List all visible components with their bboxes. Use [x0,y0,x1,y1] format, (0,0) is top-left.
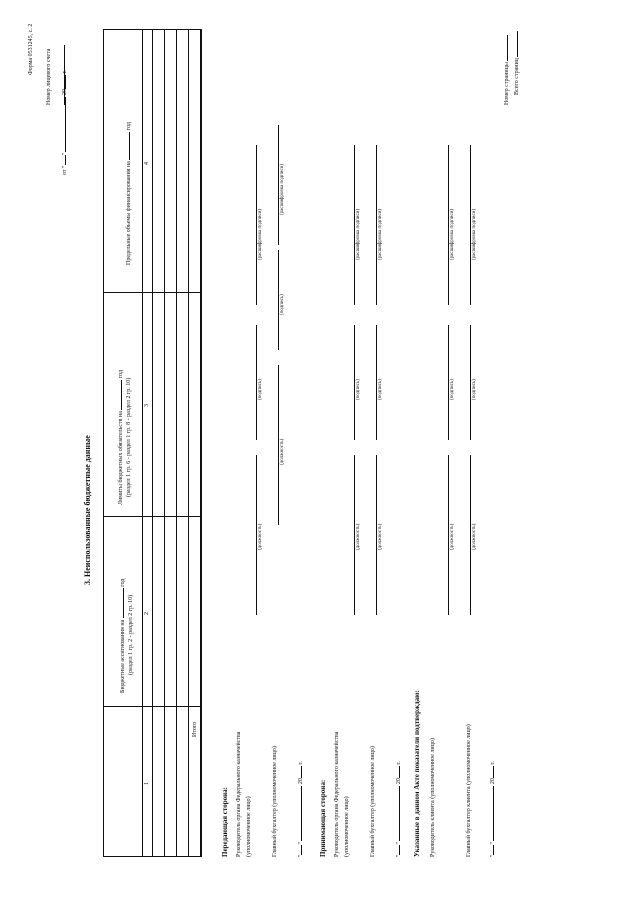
col-number-3: 3 [144,404,150,407]
signature-caption: (подпись) [356,379,361,400]
decoding-caption: (расшифровка подписи) [472,208,477,260]
signature-caption: (подпись) [258,379,263,400]
row-border [164,29,165,857]
sign-date-3: "" 20 г. [486,761,496,857]
decoding-caption: (расшифровка подписи) [280,163,285,215]
client-head-label: Руководитель клиента (уполномоченное лицо) [430,738,436,857]
position-line [376,455,377,615]
decoding-line [354,145,355,305]
col-border [103,29,201,30]
position-caption: (должность) [472,523,477,550]
account-date: от "" 20 г. [58,70,68,175]
position-line [470,455,471,615]
sign-date-2: "" 20 г. [392,761,402,857]
fk-head-label-line2: (уполномоченное лицо) [344,796,350,857]
chief-accountant-label: Главный бухгалтер (уполномоченное лицо) [272,746,278,857]
col3-subheader: (раздел 1 гр. 6 - раздел 1 гр. 8 - раздел 2 гр. 10) [126,377,132,497]
position-line [354,455,355,615]
position-caption: (должность) [356,523,361,550]
col-border [103,706,201,707]
signature-caption: (подпись) [378,379,383,400]
account-number-label: Номер лицевого счета [46,48,52,105]
position-caption: (должность) [258,523,263,550]
row-border [176,29,177,857]
decoding-caption: (расшифровка подписи) [356,208,361,260]
col-border [103,292,201,293]
sign-date-1: "" 20 г. [294,761,304,857]
total-label: Итого [192,721,198,737]
signature-caption: (подпись) [450,379,455,400]
decoding-caption: (расшифровка подписи) [378,208,383,260]
number-row-border [152,29,153,857]
signature-line [470,325,471,440]
signature-line [278,250,279,350]
signature-line [256,325,257,440]
col4-header: Предельные объемы финансирования на год [122,122,132,265]
signature-line [448,325,449,440]
decoding-line [448,145,449,305]
fk-head-label-line1: Руководитель органа Федерального казначейства [334,731,340,857]
signature-line [354,325,355,440]
receiving-party-title: Принимающая сторона: [319,779,327,857]
position-caption: (должность) [280,438,285,465]
transferring-party-title: Передающая сторона: [221,786,229,857]
decoding-line [470,145,471,305]
col-number-2: 2 [144,612,150,615]
table-top-border [103,29,104,857]
position-caption: (должность) [450,523,455,550]
signature-caption: (подпись) [472,379,477,400]
total-row-border [200,29,202,857]
fk-head-label-line1: Руководитель органа Федерального казначейства [236,731,242,857]
total-pages-label: Всего страниц [510,31,520,95]
decoding-line [278,125,279,245]
header-row-border [142,29,143,857]
position-caption: (должность) [378,523,383,550]
position-line [278,365,279,525]
signature-line [376,325,377,440]
col-number-1: 1 [144,782,150,785]
section-title: 3. Неиспользованные бюджетные данные [83,435,92,585]
col-border [103,856,201,857]
decoding-caption: (расшифровка подписи) [450,208,455,260]
form-code: Форма 0531245, с. 2 [28,23,34,75]
row-border [188,29,189,857]
col-number-4: 4 [144,162,150,165]
decoding-line [376,145,377,305]
col2-header: Бюджетные ассигнования на год [116,579,126,693]
client-accountant-label: Главный бухгалтер клиента (уполномоченное лицо) [466,724,472,857]
fk-head-label-line2: (уполномоченное лицо) [246,796,252,857]
col-border [103,516,201,517]
decoding-line [256,145,257,305]
col3-header: Лимиты бюджетных обязательств на год [114,370,124,505]
signature-caption: (подпись) [280,294,285,315]
position-line [448,455,449,615]
decoding-caption: (расшифровка подписи) [258,208,263,260]
chief-accountant-label: Главный бухгалтер (уполномоченное лицо) [370,746,376,857]
position-line [256,455,257,615]
col2-subheader: (раздел 1 гр. 2 - раздел 2 гр. 10) [128,594,134,675]
page-number-label: Номер страницы [500,35,510,105]
confirmation-title: Указанные в данном Акте показатели подтверждаю: [413,690,421,857]
